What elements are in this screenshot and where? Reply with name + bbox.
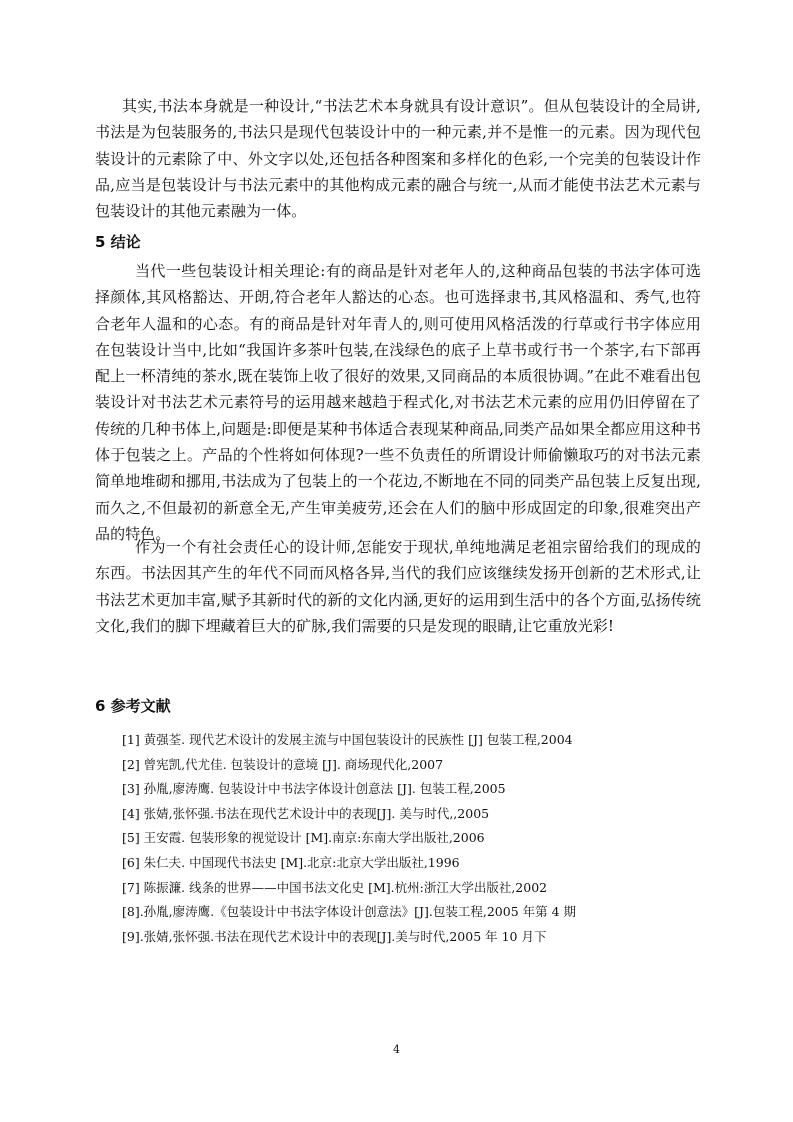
- reference-item: [9].张婧,张怀强.书法在现代艺术设计中的表现[J].美与时代,2005 年 10 月下: [122, 928, 547, 944]
- page-number: 4: [393, 1043, 400, 1056]
- reference-item: [8].孙胤,廖涛鹰.《包装设计中书法字体设计创意法》[J].包装工程,2005 年第 4 期: [122, 904, 577, 920]
- reference-item: [3] 孙胤,廖涛鹰. 包装设计中书法字体设计创意法 [J]. 包装工程,2005: [122, 781, 506, 797]
- reference-item: [1] 黄强荃. 现代艺术设计的发展主流与中国包装设计的民族性 [J] 包装工程,2004: [122, 732, 573, 747]
- section-heading-references: 6 参考文献: [95, 697, 171, 715]
- reference-item: [4] 张婧,张怀强.书法在现代艺术设计中的表现[J]. 美与时代,,2005: [122, 805, 490, 821]
- reference-list: [122, 728, 702, 949]
- reference-item: [5] 王安霞. 包装形象的视觉设计 [M].南京:东南大学出版社,2006: [122, 830, 485, 846]
- body-paragraph-1: 其实,书法本身就是一种设计,“书法艺术本身就具有设计意识”。但从包装设计的全局讲,书法是为包装服务的,书法只是现代包装设计中的一种元素,并不是惟一的元素。因为现代包装设计的元素除了中、外文字以处,还包括各种图案和多样化的色彩,一个完美的包装设计作品,应当是包装设计与书法元素中的其他构成元素的融合与统一,从而才能使书法艺术元素与包装设计的其他元素融为一体。: [95, 97, 701, 221]
- reference-item: [7] 陈振濂. 线条的世界——中国书法文化史 [M].杭州:浙江大学出版社,2002: [122, 879, 548, 895]
- body-paragraph-2: 当代一些包装设计相关理论:有的商品是针对老年人的,这种商品包装的书法字体可选择颜体,其风格豁达、开朗,符合老年人豁达的心态。也可选择隶书,其风格温和、秀气,也符合老年人温和的心态。有的商品是针对年青人的,则可使用风格活泼的行草或行书字体应用在包装设计当中,比如“我国许多茶叶包装,在浅绿色的底子上草书或行书一个茶字,右下部再配上一杯清纯的茶水,既在装饰上收了很好的效果,又同商品的本质很协调。”在此不难看出包装设计对书法艺术元素符号的运用越来越趋于程式化,对书法艺术元素的应用仍旧停留在了传统的几种书体上,问题是:即便是某种书体适合表现某种商品,同类产品如果全都应用这种书体于包装之上。产品的个性将如何体现?一些不负责任的所谓设计师偷懒取巧的对书法元素简单地堆砌和挪用,书法成为了包装上的一个花边,不断地在不同的同类产品包装上反复出现,而久之,不但最初的新意全无,产生审美疲劳,还会在人们的脑中形成固定的印象,很难突出产品的特色。: [95, 262, 701, 543]
- reference-item: [6] 朱仁夫. 中国现代书法史 [M].北京:北京大学出版社,1996: [122, 854, 460, 870]
- section-heading-conclusion: 5 结论: [95, 233, 141, 251]
- body-paragraph-3: 作为一个有社会责任心的设计师,怎能安于现状,单纯地满足老祖宗留给我们的现成的东西。书法因其产生的年代不同而风格各异,当代的我们应该继续发扬开创新的艺术形式,让书法艺术更加丰富,赋予其新时代的新的文化内涵,更好的运用到生活中的各个方面,弘扬传统文化,我们的脚下埋藏着巨大的矿脉,我们需要的只是发现的眼睛,让它重放光彩!: [95, 538, 701, 635]
- reference-item: [2] 曾宪凯,代尤佳. 包装设计的意境 [J]. 商场现代化,2007: [122, 756, 444, 772]
